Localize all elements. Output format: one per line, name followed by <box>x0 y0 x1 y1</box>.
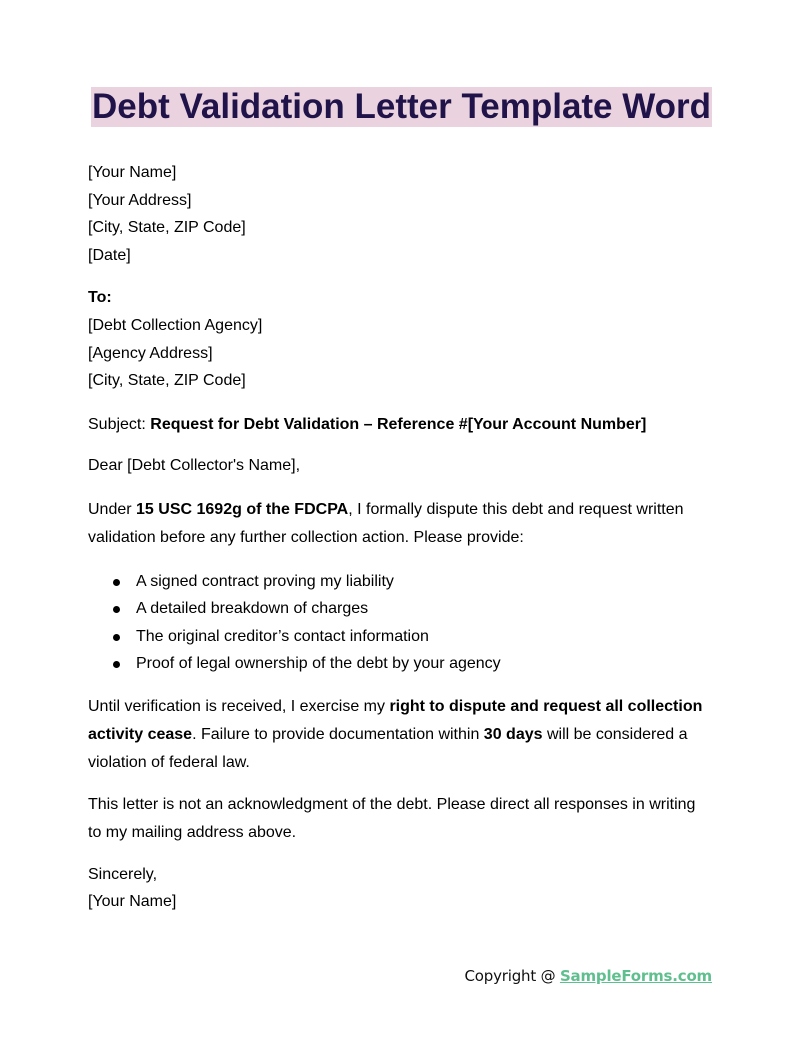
letter-body <box>88 159 713 916</box>
signature-name: [Your Name] <box>88 893 177 911</box>
letter-date: [Date] <box>88 246 131 264</box>
recipient-agency: [Debt Collection Agency] <box>88 316 263 334</box>
sender-name: [Your Name] <box>88 164 177 181</box>
list-item: Proof of legal ownership of the debt by your agency <box>88 650 713 678</box>
copyright-footer <box>465 967 712 985</box>
bold-phrase: right to dispute and request all collection activity cease <box>88 697 703 743</box>
list-item: A detailed breakdown of charges <box>88 595 713 623</box>
document-title: Debt Validation Letter Template Word <box>91 87 712 126</box>
paragraph-text: will be considered a violation of federal law. <box>88 725 688 771</box>
sender-block <box>88 159 713 269</box>
sender-address: [Your Address] <box>88 191 192 209</box>
recipient-address: [Agency Address] <box>88 344 213 362</box>
paragraph-text: . Failure to provide documentation within <box>192 725 484 743</box>
salutation: Dear [Debt Collector's Name], <box>88 457 301 475</box>
paragraph-text: , I formally dispute this debt and request written validation before any further collection action. Please provide: <box>88 500 684 546</box>
paragraph-text: Until verification is received, I exercise my <box>88 697 390 715</box>
paragraph-verification <box>88 693 713 776</box>
deadline-days: 30 days <box>483 725 543 743</box>
recipient-block <box>88 284 713 394</box>
requests-list <box>88 568 713 678</box>
list-item: The original creditor’s contact information <box>88 623 713 651</box>
sampleforms-link[interactable]: SampleForms.com <box>559 967 712 985</box>
paragraph-text: Under <box>88 500 137 518</box>
paragraph-dispute <box>88 496 713 552</box>
statute-reference: 15 USC 1692g of the FDCPA <box>136 500 349 518</box>
subject-text: Request for Debt Validation – Reference #[Your Account Number] <box>150 415 647 433</box>
list-item: A signed contract proving my liability <box>88 568 713 596</box>
recipient-label: To: <box>88 289 112 307</box>
subject-line <box>88 411 713 439</box>
closing: Sincerely, <box>88 865 158 883</box>
copyright-text: Copyright @ <box>464 967 560 985</box>
paragraph-acknowledgment: This letter is not an acknowledgment of the debt. Please direct all responses in writing to my mailing address above. <box>88 796 696 842</box>
subject-label: Subject: <box>88 415 151 433</box>
recipient-city-state-zip: [City, State, ZIP Code] <box>88 372 246 390</box>
title-wrapper <box>0 87 803 127</box>
sender-city-state-zip: [City, State, ZIP Code] <box>88 219 246 237</box>
